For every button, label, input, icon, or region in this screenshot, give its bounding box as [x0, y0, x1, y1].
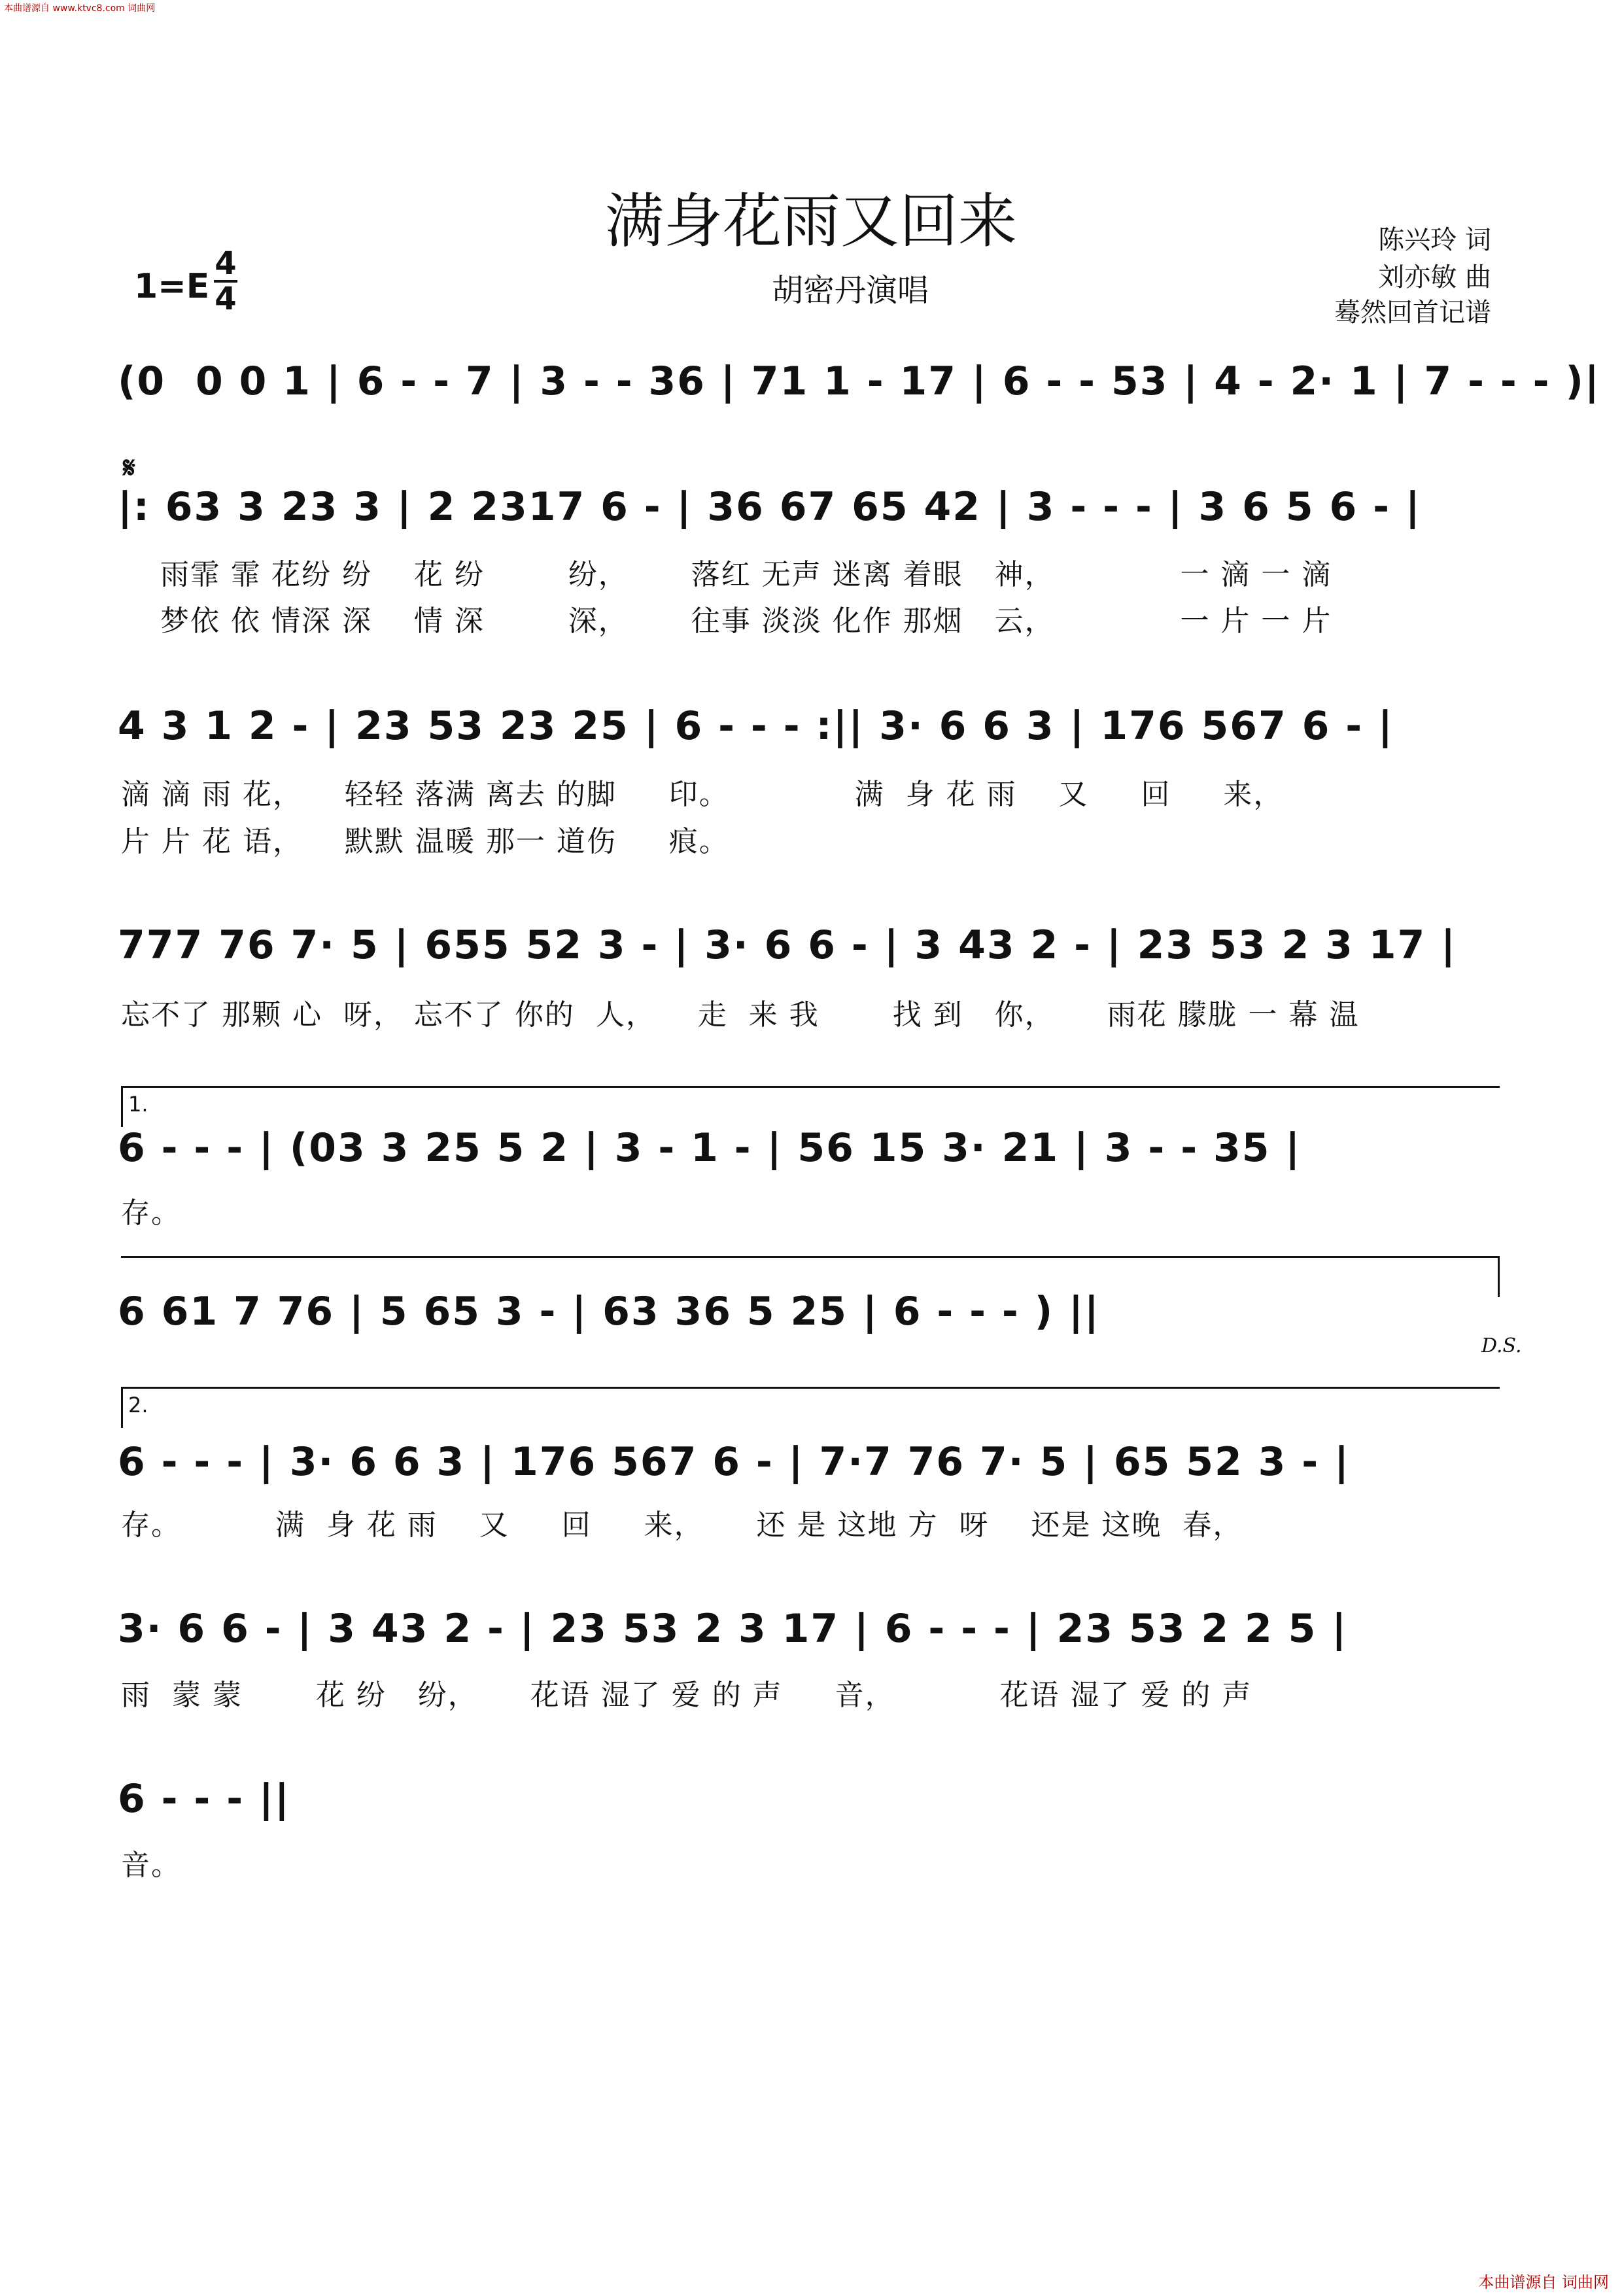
- song-title: 满身花雨又回来: [605, 187, 1017, 256]
- notation-line-4: 777 76 7· 5 | 655 52 3 - | 3· 6 6 - | 3 43 2 - | 23 53 2 3 17 |: [118, 922, 1457, 968]
- lyric-line-3-verse-2: 片 片 花 语， 默默 温暖 那一 道伤 痕。: [121, 825, 729, 858]
- time-bottom: 4: [215, 281, 237, 317]
- notation-line-8: 3· 6 6 - | 3 43 2 - | 23 53 2 3 17 | 6 - - - | 23 53 2 2 5 |: [118, 1606, 1348, 1652]
- notation-line-6: 6 61 7 76 | 5 65 3 - | 63 36 5 25 | 6 - - - ) ||: [118, 1289, 1100, 1334]
- notation-line-2: |: 63 3 23 3 | 2 2317 6 - | 36 67 65 42 | 3 - - - | 3 6 5 6 - |: [118, 484, 1421, 530]
- notation-line-9: 6 - - - ||: [118, 1776, 290, 1822]
- site-note: 本曲谱源自 www.ktvc8.com 词曲网: [4, 3, 156, 14]
- lyric-line-3-verse-1: 滴 滴 雨 花， 轻轻 落满 离去 的脚 印。 满 身 花 雨 又 回 来，: [121, 778, 1284, 811]
- footer-watermark: 本曲谱源自 词曲网: [1478, 2273, 1609, 2291]
- lyric-line-4: 忘不了 那颗 心 呀， 忘不了 你的 人， 走 来 我 找 到 你， 雨花 朦胧 一 幕 温: [121, 998, 1360, 1032]
- lyric-line-8: 雨 蒙 蒙 花 纷 纷， 花语 湿了 爱 的 声 音， 花语 湿了 爱 的 声: [121, 1679, 1252, 1712]
- notation-line-3: 4 3 1 2 - | 23 53 23 25 | 6 - - - :|| 3· 6 6 3 | 176 567 6 - |: [118, 703, 1394, 749]
- notation-line-5: 6 - - - | (03 3 25 5 2 | 3 - 1 - | 56 15 3· 21 | 3 - - 35 |: [118, 1125, 1302, 1171]
- lyric-line-9: 音。: [121, 1849, 181, 1882]
- transcriber-credit: 蓦然回首记谱: [1334, 298, 1491, 328]
- notation-line-1: (0 0 0 1 | 6 - - 7 | 3 - - 36 | 71 1 - 17 | 6 - - 53 | 4 - 2· 1 | 7 - - - )|: [118, 358, 1600, 404]
- key-signature: 1=E: [134, 267, 210, 306]
- second-ending-number: 2.: [128, 1393, 148, 1418]
- lyric-line-5: 存。: [121, 1196, 181, 1230]
- second-ending-bracket: [121, 1387, 1500, 1428]
- notation-line-7: 6 - - - | 3· 6 6 3 | 176 567 6 - | 7·7 76 7· 5 | 65 52 3 - |: [118, 1439, 1350, 1485]
- singer-credit: 胡密丹演唱: [771, 272, 929, 309]
- lyric-line-2-verse-1: 雨霏 霏 花纷 纷 花 纷 纷， 落红 无声 迷离 着眼 神， 一 滴 一 滴: [160, 558, 1332, 591]
- lyric-line-2-verse-2: 梦依 依 情深 深 情 深 深， 往事 淡淡 化作 那烟 云， 一 片 一 片: [160, 604, 1332, 638]
- ds-mark: D.S.: [1481, 1334, 1522, 1357]
- composer-credit: 刘亦敏 曲: [1378, 262, 1491, 292]
- first-ending-number: 1.: [128, 1092, 148, 1117]
- lyricist-credit: 陈兴玲 词: [1378, 225, 1491, 255]
- lyric-line-7: 存。 满 身 花 雨 又 回 来， 还 是 这地 方 呀 还是 这晚 春，: [121, 1508, 1243, 1542]
- first-ending-bracket: [121, 1086, 1500, 1127]
- time-top: 4: [215, 245, 237, 282]
- segno-mark: 𝄋: [123, 451, 135, 485]
- time-signature: [213, 247, 239, 315]
